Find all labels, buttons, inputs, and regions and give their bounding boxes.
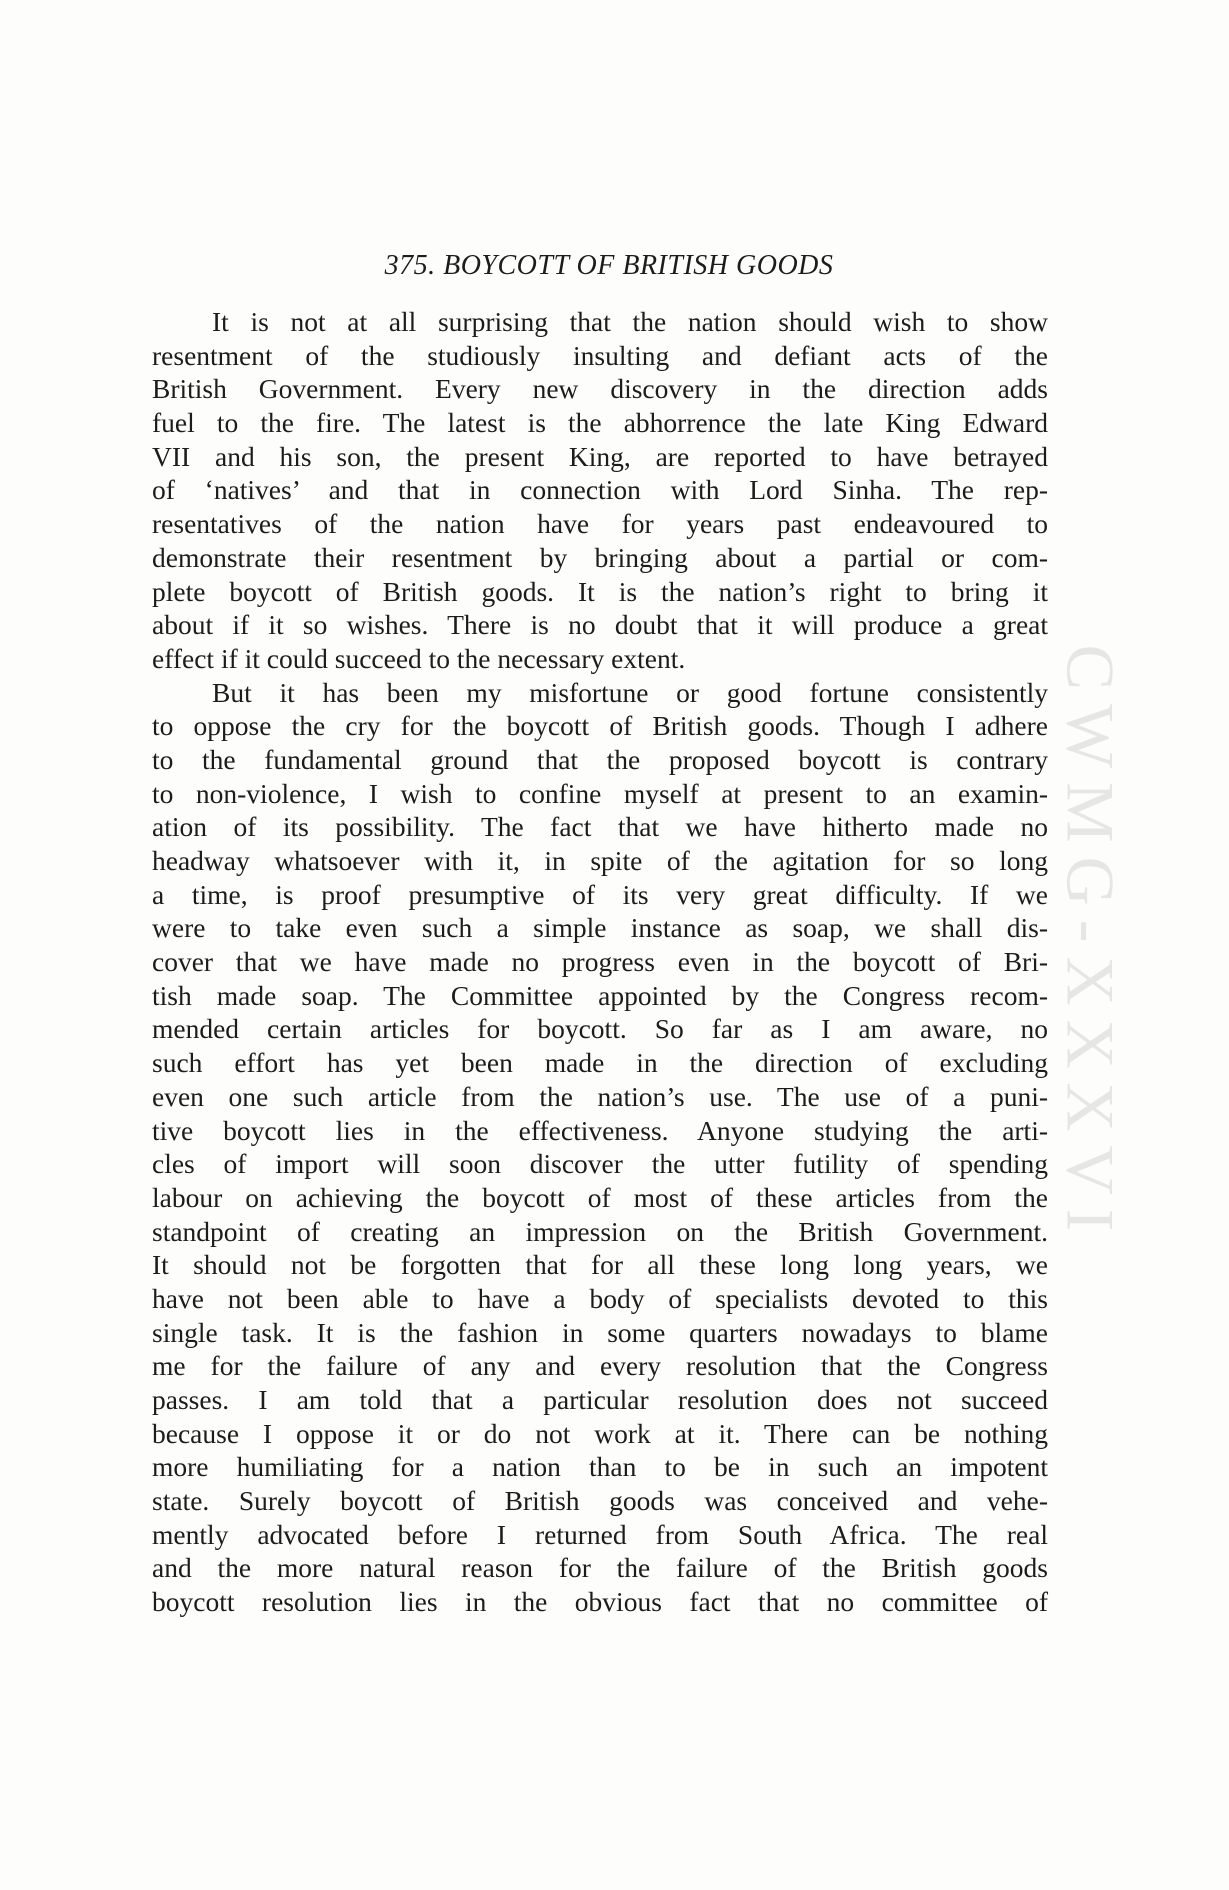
text-line: resentatives of the nation have for years past endeavoured to [152, 508, 1048, 540]
text-line: VII and his son, the present King, are reported to have betrayed [152, 440, 1048, 472]
text-line: tish made soap. The Committee appointed by the Congress recom- [152, 979, 1048, 1011]
text-line: such effort has yet been made in the direction of excluding [152, 1047, 1048, 1079]
watermark [1052, 430, 1129, 1460]
text-line: fuel to the fire. The latest is the abhorrence the late King Edward [152, 407, 1048, 439]
text-line: boycott resolution lies in the obvious fact that no committee of [152, 1586, 1048, 1618]
text-line: me for the failure of any and every resolution that the Congress [152, 1350, 1048, 1382]
watermark-text: CWMG-XXXVI [1052, 644, 1129, 1246]
text-line: ation of its possibility. The fact that we have hitherto made no [152, 811, 1048, 843]
text-line: were to take even such a simple instance as soap, we shall dis- [152, 912, 1048, 944]
text-line: to the fundamental ground that the proposed boycott is contrary [152, 743, 1048, 775]
text-line: It is not at all surprising that the nation should wish to show [212, 306, 1048, 337]
text-line: mended certain articles for boycott. So far as I am aware, no [152, 1013, 1048, 1045]
text-line: mently advocated before I returned from South Africa. The real [152, 1518, 1048, 1550]
text-line: It should not be forgotten that for all these long long years, we [152, 1249, 1048, 1281]
text-line: a time, is proof presumptive of its very great difficulty. If we [152, 878, 1048, 910]
text-line: to oppose the cry for the boycott of British goods. Though I adhere [152, 710, 1048, 742]
text-line: But it has been my misfortune or good fortune consistently [212, 676, 1048, 708]
text-line: resentment of the studiously insulting and defiant acts of the [152, 339, 1048, 371]
text-line: tive boycott lies in the effectiveness. Anyone studying the arti- [152, 1114, 1048, 1146]
text-line: plete boycott of British goods. It is the nation’s right to bring it [152, 575, 1048, 607]
text-line: more humiliating for a nation than to be in such an impotent [152, 1451, 1048, 1483]
text-line: of ‘natives’ and that in connection with Lord Sinha. The rep- [152, 474, 1048, 506]
text-line: demonstrate their resentment by bringing about a partial or com- [152, 541, 1048, 573]
text-line: passes. I am told that a particular resolution does not succeed [152, 1384, 1048, 1415]
text-line: about if it so wishes. There is no doubt that it will produce a great [152, 609, 1048, 641]
paragraph [152, 676, 1048, 1619]
text-line: to non-violence, I wish to confine myself at present to an examin- [152, 777, 1048, 809]
page-title: 375. BOYCOTT OF BRITISH GOODS [384, 250, 834, 281]
text-line: headway whatsoever with it, in spite of the agitation for so long [152, 845, 1048, 876]
text-line: and the more natural reason for the failure of the British goods [152, 1552, 1048, 1584]
text-line: have not been able to have a body of specialists devoted to this [152, 1282, 1048, 1314]
text-line: single task. It is the fashion in some quarters nowadays to blame [152, 1316, 1048, 1348]
text-line: cover that we have made no progress even in the boycott of Bri- [152, 946, 1048, 978]
text-line: even one such article from the nation’s use. The use of a puni- [152, 1080, 1048, 1112]
text-line: state. Surely boycott of British goods was conceived and vehe- [152, 1485, 1048, 1517]
paragraph [152, 305, 1048, 676]
text-line: labour on achieving the boycott of most of these articles from the [152, 1181, 1048, 1213]
text-line: effect if it could succeed to the necessary extent. [152, 642, 686, 674]
document-body [152, 305, 1048, 1619]
text-line: cles of import will soon discover the utter futility of spending [152, 1148, 1048, 1180]
text-line: because I oppose it or do not work at it. There can be nothing [152, 1417, 1048, 1449]
text-line: British Government. Every new discovery in the direction adds [152, 373, 1048, 405]
text-line: standpoint of creating an impression on the British Government. [152, 1215, 1048, 1247]
